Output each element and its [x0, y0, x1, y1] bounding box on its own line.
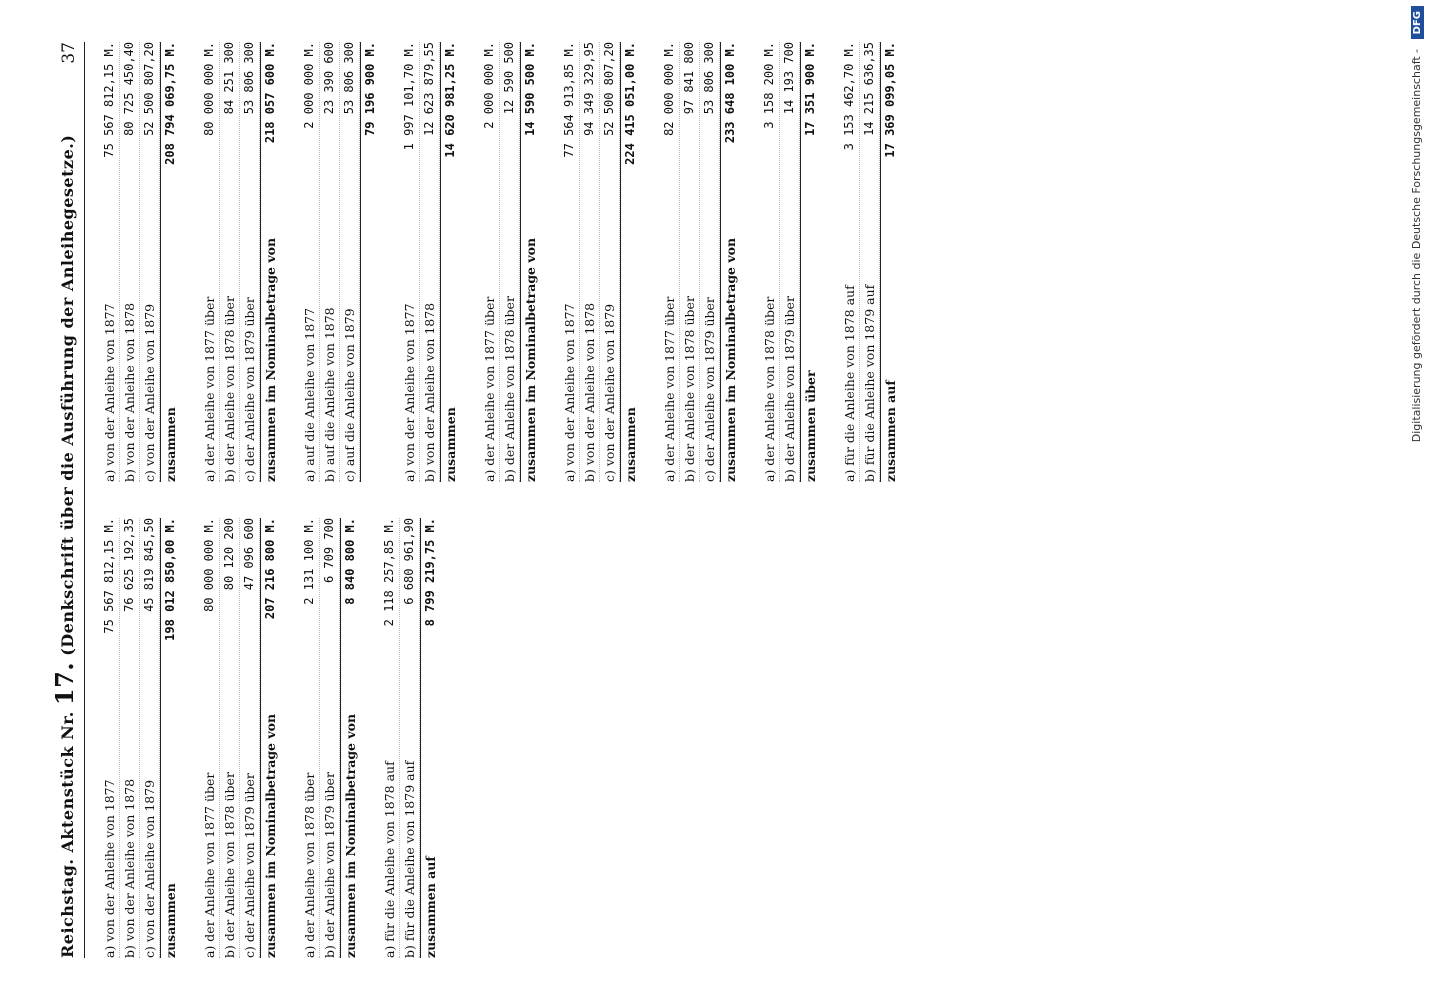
row-value: 53 806 300: [242, 42, 256, 115]
total-value: 207 216 800 M.: [263, 518, 277, 620]
total-label: zusammen: [163, 407, 178, 482]
figure-table: [300, 42, 380, 482]
row-label: b) der Anleihe von 1878 über: [502, 296, 517, 482]
figure-row: [840, 42, 860, 482]
row-value: 2 000 000 M.: [482, 42, 496, 129]
right-column: [100, 42, 920, 482]
row-value: 80 000 000 M.: [202, 42, 216, 136]
figure-row: [140, 518, 160, 958]
figure-row: [320, 42, 340, 482]
figure-row: [380, 518, 400, 958]
total-row: [260, 518, 280, 958]
row-label: b) der Anleihe von 1878 über: [682, 296, 697, 482]
row-value: 23 390 600: [322, 42, 336, 115]
total-row: [260, 42, 280, 482]
row-value: 97 841 800: [682, 42, 696, 115]
row-label: a) auf die Anleihe von 1877: [302, 307, 317, 482]
total-label: zusammen im Nominalbetrage von: [723, 237, 738, 482]
total-row: [360, 42, 380, 482]
total-label: zusammen über: [803, 370, 818, 482]
figure-table: [200, 518, 280, 958]
row-value: 12 623 879,55: [422, 42, 436, 136]
figure-table: [400, 42, 460, 482]
total-value: 233 648 100 M.: [723, 42, 737, 144]
row-value: 14 215 636,35: [862, 42, 876, 136]
row-value: 47 096 600: [242, 518, 256, 591]
row-value: 80 120 200: [222, 518, 236, 591]
row-value: 6 680 961,90: [402, 518, 416, 605]
figure-row: [480, 42, 500, 482]
figure-row: [860, 42, 880, 482]
row-label: c) von der Anleihe von 1879: [602, 303, 617, 482]
total-value: 14 590 500 M.: [523, 42, 537, 136]
figure-table: [100, 518, 180, 958]
row-label: a) von der Anleihe von 1877: [102, 779, 117, 958]
page-number: 37: [59, 42, 79, 64]
figure-row: [140, 42, 160, 482]
document-number: 17.: [50, 661, 79, 706]
row-value: 82 000 000 M.: [662, 42, 676, 136]
row-value: 94 349 329,95: [582, 42, 596, 136]
row-value: 52 500 807,20: [142, 42, 156, 136]
figure-row: [300, 518, 320, 958]
figure-table: [760, 42, 820, 482]
total-value: 8 799 219,75 M.: [423, 518, 437, 627]
row-label: b) der Anleihe von 1878 über: [222, 772, 237, 958]
figure-table: [100, 42, 180, 482]
total-value: 198 012 850,00 M.: [163, 518, 177, 641]
row-label: b) von der Anleihe von 1878: [122, 778, 137, 958]
row-label: b) der Anleihe von 1879 über: [782, 296, 797, 482]
figure-row: [700, 42, 720, 482]
total-label: zusammen auf: [883, 380, 898, 482]
total-label: zusammen im Nominalbetrage von: [523, 237, 538, 482]
total-label: zusammen im Nominalbetrage von: [343, 713, 358, 958]
figure-row: [100, 518, 120, 958]
row-label: b) von der Anleihe von 1878: [422, 302, 437, 482]
total-value: 208 794 069,75 M.: [163, 42, 177, 165]
total-row: [800, 42, 820, 482]
running-title: Reichstag. Aktenstück Nr.: [58, 711, 77, 958]
row-value: 80 000 000 M.: [202, 518, 216, 612]
row-label: b) von der Anleihe von 1878: [582, 302, 597, 482]
total-row: [340, 518, 360, 958]
row-label: b) der Anleihe von 1878 über: [222, 296, 237, 482]
figure-table: [660, 42, 740, 482]
figure-row: [420, 42, 440, 482]
row-value: 3 153 462,70 M.: [842, 42, 856, 151]
row-label: c) der Anleihe von 1879 über: [242, 773, 257, 958]
row-label: a) der Anleihe von 1877 über: [202, 296, 217, 482]
total-value: 17 369 099,05 M.: [883, 42, 897, 158]
row-value: 53 806 300: [702, 42, 716, 115]
total-row: [880, 42, 900, 482]
total-value: 8 840 800 M.: [343, 518, 357, 605]
row-value: 6 709 700: [322, 518, 336, 584]
row-label: b) auf die Anleihe von 1878: [322, 307, 337, 482]
figure-row: [100, 42, 120, 482]
figure-row: [580, 42, 600, 482]
row-label: c) auf die Anleihe von 1879: [342, 308, 357, 482]
row-value: 75 567 812,15 M.: [102, 518, 116, 634]
row-value: 12 590 500: [502, 42, 516, 115]
figure-row: [500, 42, 520, 482]
total-value: 14 620 981,25 M.: [443, 42, 457, 158]
header-title-line: [50, 135, 79, 958]
figure-row: [120, 518, 140, 958]
row-label: a) der Anleihe von 1877 über: [482, 296, 497, 482]
row-value: 2 000 000 M.: [302, 42, 316, 129]
row-label: b) von der Anleihe von 1878: [122, 302, 137, 482]
total-label: zusammen auf: [423, 856, 438, 958]
figure-row: [240, 518, 260, 958]
figure-row: [220, 518, 240, 958]
row-value: 80 725 450,40: [122, 42, 136, 136]
total-label: zusammen: [443, 407, 458, 482]
row-label: a) für die Anleihe von 1878 auf: [382, 761, 397, 958]
running-header: [52, 42, 85, 958]
figure-table: [480, 42, 540, 482]
total-label: zusammen: [623, 407, 638, 482]
figure-row: [560, 42, 580, 482]
figure-row: [320, 518, 340, 958]
row-label: b) für die Anleihe von 1879 auf: [862, 284, 877, 482]
figure-row: [240, 42, 260, 482]
row-value: 3 158 200 M.: [762, 42, 776, 129]
figure-row: [600, 42, 620, 482]
row-value: 75 567 812,15 M.: [102, 42, 116, 158]
figure-row: [200, 42, 220, 482]
row-value: 14 193 700: [782, 42, 796, 115]
row-label: a) von der Anleihe von 1877: [562, 303, 577, 482]
document-subject: (Denkschrift über die Ausführung der Anleihegesetze.): [58, 134, 77, 656]
row-value: 2 131 100 M.: [302, 518, 316, 605]
row-value: 76 625 192,35: [122, 518, 136, 612]
row-label: c) der Anleihe von 1879 über: [242, 297, 257, 482]
row-value: 2 118 257,85 M.: [382, 518, 396, 627]
row-label: a) der Anleihe von 1878 über: [762, 296, 777, 482]
total-row: [420, 518, 440, 958]
row-label: a) der Anleihe von 1877 über: [662, 296, 677, 482]
figure-table: [840, 42, 900, 482]
row-label: a) von der Anleihe von 1877: [102, 303, 117, 482]
total-value: 17 351 900 M.: [803, 42, 817, 136]
total-value: 224 415 051,00 M.: [623, 42, 637, 165]
figure-row: [400, 518, 420, 958]
row-label: a) für die Anleihe von 1878 auf: [842, 285, 857, 482]
left-column: [100, 518, 460, 958]
total-label: zusammen im Nominalbetrage von: [263, 237, 278, 482]
dfg-logo: DFG: [1411, 6, 1424, 39]
figure-row: [660, 42, 680, 482]
figure-row: [220, 42, 240, 482]
total-label: zusammen: [163, 883, 178, 958]
row-value: 77 564 913,85 M.: [562, 42, 576, 158]
row-label: a) von der Anleihe von 1877: [402, 303, 417, 482]
row-value: 45 819 845,50: [142, 518, 156, 612]
total-row: [520, 42, 540, 482]
credit-text: Digitalisierung gefördert durch die Deutsche Forschungsgemeinschaft -: [1410, 48, 1423, 443]
figure-row: [680, 42, 700, 482]
figure-row: [120, 42, 140, 482]
total-row: [720, 42, 740, 482]
row-value: 52 500 807,20: [602, 42, 616, 136]
total-row: [440, 42, 460, 482]
total-value: 79 196 900 M.: [363, 42, 377, 136]
figure-row: [400, 42, 420, 482]
figure-row: [200, 518, 220, 958]
total-value: 218 057 600 M.: [263, 42, 277, 144]
row-value: 84 251 300: [222, 42, 236, 115]
row-label: a) der Anleihe von 1877 über: [202, 772, 217, 958]
figure-table: [560, 42, 640, 482]
total-row: [620, 42, 640, 482]
row-label: c) der Anleihe von 1879 über: [702, 297, 717, 482]
row-label: c) von der Anleihe von 1879: [142, 779, 157, 958]
figure-row: [760, 42, 780, 482]
figure-row: [300, 42, 320, 482]
total-row: [160, 42, 180, 482]
row-value: 53 806 300: [342, 42, 356, 115]
row-label: a) der Anleihe von 1878 über: [302, 772, 317, 958]
row-label: b) der Anleihe von 1879 über: [322, 772, 337, 958]
figure-table: [300, 518, 360, 958]
digitization-credit: [1410, 6, 1424, 442]
row-value: 1 997 101,70 M.: [402, 42, 416, 151]
total-row: [160, 518, 180, 958]
figure-row: [340, 42, 360, 482]
row-label: b) für die Anleihe von 1879 auf: [402, 760, 417, 958]
figure-table: [380, 518, 440, 958]
figure-row: [780, 42, 800, 482]
total-label: zusammen im Nominalbetrage von: [263, 713, 278, 958]
figure-table: [200, 42, 280, 482]
row-label: c) von der Anleihe von 1879: [142, 303, 157, 482]
